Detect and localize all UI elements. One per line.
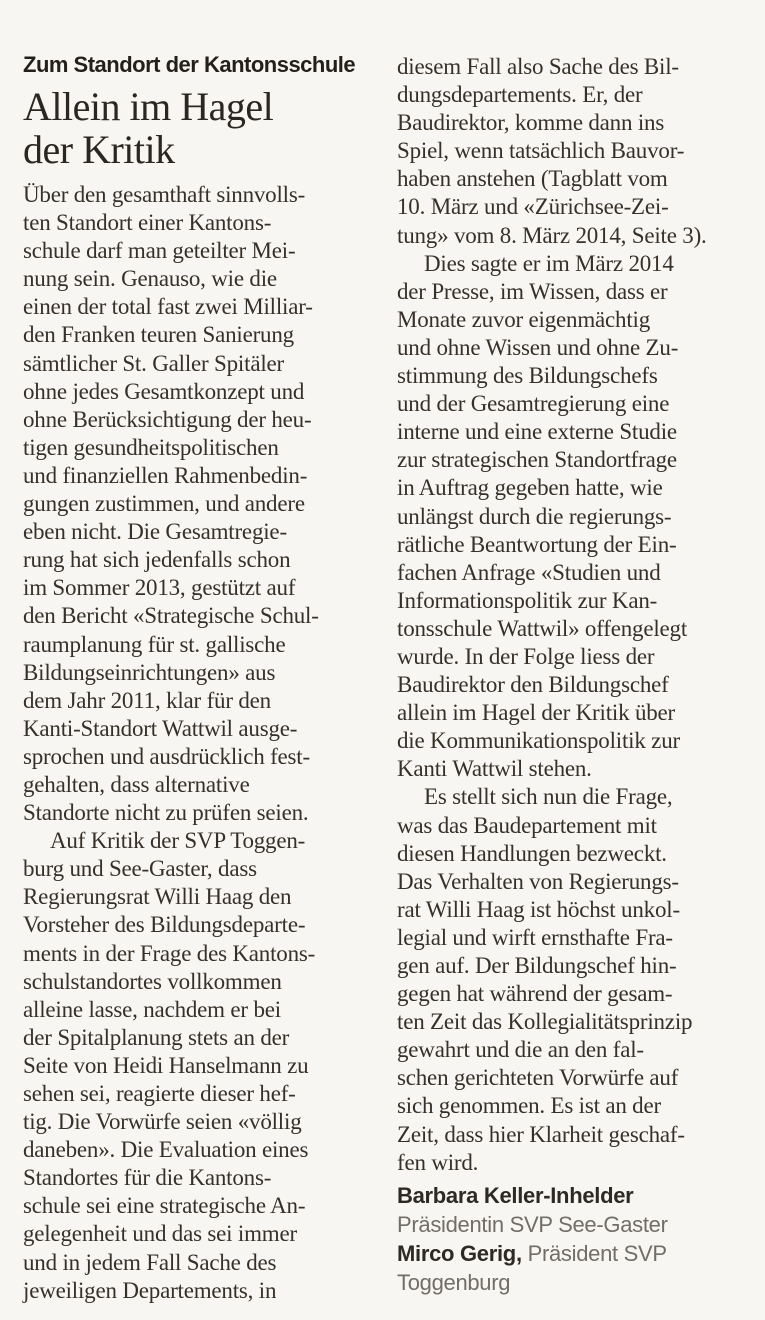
headline: Allein im Hagel der Kritik	[23, 84, 274, 172]
right-column	[397, 53, 749, 1297]
left-column	[23, 52, 375, 1305]
kicker: Zum Standort der Kantonsschule	[23, 52, 356, 77]
author-name-1: Barbara Keller-Inhelder	[397, 1182, 634, 1208]
body-text-right: diesem Fall also Sache des Bil- dungsdepartements. Er, der Baudirektor, komme dann ins Spiel, wenn tatsächlich Bauvor- haben anstehen (Tagblatt vom 10. März und «Zürichsee-Zei- tung» vom 8. März 2014, Seite 3). Dies sagte er im März 2014 der Presse, im Wissen, dass er Monate zuvor eigenmächtig und ohne Wissen und ohne Zu- stimmung des Bildungschefs und der Gesamtregierung eine interne und eine externe Studie zur strategischen Standortfrage in Auftrag gegeben hatte, wie unlängst durch die regierungs- rätliche Beantwortung der Ein- fachen Anfrage «Studien und Informationspolitik zur Kan- tonsschule Wattwil» offengelegt wurde. In der Folge liess der Baudirektor den Bildungschef allein im Hagel der Kritik über die Kommunikationspolitik zur Kanti Wattwil stehen. Es stellt sich nun die Frage, was das Baudepartement mit diesen Handlungen bezweckt. Das Verhalten von Regierungs- rat Willi Haag ist höchst unkol- legial und wirft ernsthafte Fra- gen auf. Der Bildungschef hin- gegen hat während der gesam- ten Zeit das Kollegialitätsprinzip gewahrt und die an den fal- schen gerichteten Vorwürfe auf sich genommen. Es ist an der Zeit, dass hier Klarheit geschaf- fen wird.	[397, 54, 707, 1175]
author-role-2-cont: Toggenburg	[397, 1269, 511, 1295]
body-text-left: Über den gesamthaft sinnvolls- ten Standort einer Kantons- schule darf man geteilter Mei- nung sein. Genauso, wie die einen der total fast zwei Milliar- den Franken teuren Sanierung sämtlicher St. Galler Spitäler ohne jedes Gesamtkonzept und ohne Berücksichtigung der heu- tigen gesundheitspolitischen und finanziellen Rahmenbedin- gungen zustimmen, und andere eben nicht. Die Gesamtregie- rung hat sich jedenfalls schon im Sommer 2013, gestützt auf den Bericht «Strategische Schul- raumplanung für st. gallische Bildungseinrichtungen» aus dem Jahr 2011, klar für den Kanti-Standort Wattwil ausge- sprochen und ausdrücklich fest- gehalten, dass alternative Standorte nicht zu prüfen seien. Auf Kritik der SVP Toggen- burg und See-Gaster, dass Regierungsrat Willi Haag den Vorsteher des Bildungsdeparte- ments in der Frage des Kantons- schulstandortes vollkommen alleine lasse, nachdem er bei der Spitalplanung stets an der Seite von Heidi Hanselmann zu sehen sei, reagierte dieser hef- tig. Die Vorwürfe seien «völlig daneben». Die Evaluation eines Standortes für die Kantons- schule sei eine strategische An- gelegenheit und das sei immer und in jedem Fall Sache des jeweiligen Departements, in	[23, 182, 319, 1303]
author-role-2: Präsident SVP	[527, 1240, 667, 1266]
author-line-2	[397, 1239, 749, 1268]
author-name-2: Mirco Gerig,	[397, 1240, 522, 1266]
signature-block	[397, 1181, 749, 1297]
author-role-1: Präsidentin SVP See-Gaster	[397, 1211, 668, 1237]
